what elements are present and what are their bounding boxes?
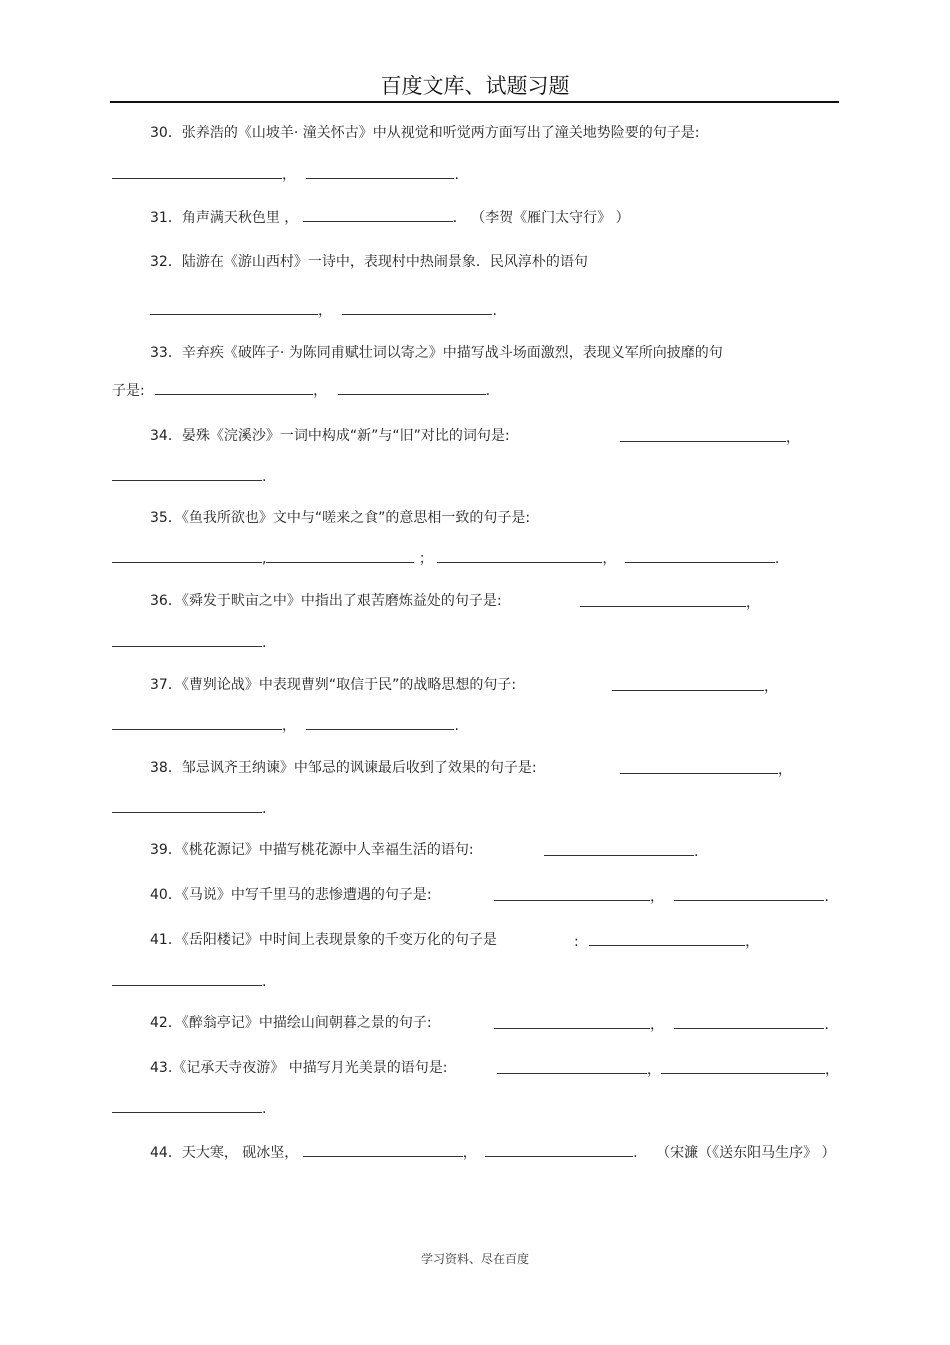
answer-blank[interactable]: [303, 207, 453, 222]
answer-43b: .: [112, 1098, 266, 1118]
question-text: 36．《舜发于畎亩之中》中指出了艰苦磨炼益处的句子是:: [150, 593, 502, 609]
question-38: [150, 759, 537, 777]
question-text: 44．天大寒， 砚冰坚，: [150, 1145, 299, 1161]
question-31: 31．角声满天秋色里 ， ． （李贺《雁门太守行》 ）: [150, 207, 630, 227]
answer-blank[interactable]: [112, 1098, 262, 1113]
answer-37b: ， .: [112, 715, 459, 735]
header-divider: [110, 101, 839, 103]
answer-blank[interactable]: [674, 886, 824, 901]
question-text: 31．角声满天秋色里 ，: [150, 210, 299, 226]
answer-38a: ，: [620, 759, 792, 779]
answer-blank[interactable]: [589, 931, 745, 946]
answer-blank[interactable]: [112, 632, 262, 647]
question-41: [150, 931, 497, 949]
question-text: 41．《岳阳楼记》中时间上表现景象的千变万化的句子是: [150, 932, 497, 948]
question-text: 35．《鱼我所欲也》文中与“嗟来之食”的意思相一致的句子是:: [150, 510, 531, 526]
answer-blank[interactable]: [437, 548, 602, 563]
question-44: 44．天大寒， 砚冰坚， ， . （宋濂（《送东阳马生序》 ）: [150, 1142, 836, 1162]
answer-30: ， .: [112, 164, 459, 184]
answer-blank[interactable]: [112, 798, 262, 813]
answer-blank[interactable]: [112, 548, 262, 563]
answer-32: ， .: [150, 300, 497, 320]
answer-blank[interactable]: [338, 380, 486, 395]
answer-blank[interactable]: [485, 1142, 633, 1157]
answer-blank[interactable]: [674, 1014, 824, 1029]
answer-blank[interactable]: [303, 1142, 463, 1157]
answer-34a: ，: [620, 427, 800, 447]
answer-39: .: [544, 841, 698, 861]
question-35: [150, 509, 530, 527]
answer-41a: : ，: [574, 931, 759, 951]
answer-42: ， .: [494, 1014, 829, 1034]
answer-blank[interactable]: [155, 380, 313, 395]
question-39: [150, 841, 474, 859]
question-text: 42．《醉翁亭记》中描绘山间朝暮之景的句子:: [150, 1015, 432, 1031]
question-37: [150, 676, 516, 694]
answer-34b: .: [112, 466, 266, 486]
answer-blank[interactable]: [612, 676, 764, 691]
question-32: [150, 253, 588, 271]
answer-blank[interactable]: [620, 759, 778, 774]
question-text: 39．《桃花源记》中描写桃花源中人幸福生活的语句:: [150, 842, 474, 858]
question-42: [150, 1014, 432, 1032]
question-text: 33．辛弃疾《破阵子· 为陈同甫赋壮词以寄之》中描写战斗场面激烈，表现义军所向披靡的句: [150, 345, 723, 361]
answer-blank[interactable]: [494, 886, 650, 901]
answer-blank[interactable]: [661, 1059, 825, 1074]
answer-blank[interactable]: [306, 715, 454, 730]
question-43: [150, 1059, 447, 1077]
answer-blank[interactable]: [112, 715, 282, 730]
answer-40: ， .: [494, 886, 829, 906]
answer-blank[interactable]: [580, 592, 746, 607]
answer-41b: .: [112, 971, 266, 991]
answer-blank[interactable]: [497, 1059, 647, 1074]
answer-blank[interactable]: [544, 841, 694, 856]
answer-blank[interactable]: [620, 427, 786, 442]
question-30: [150, 124, 699, 142]
answer-36b: .: [112, 632, 266, 652]
question-36: [150, 592, 502, 610]
answer-blank[interactable]: [112, 466, 262, 481]
answer-37a: ，: [612, 676, 778, 696]
answer-35: , ； ， .: [112, 548, 779, 568]
answer-blank[interactable]: [306, 164, 454, 179]
answer-43a: ， ，: [497, 1059, 839, 1079]
question-text: 43.《记承天寺夜游》 中描写月光美景的语句是:: [150, 1060, 448, 1076]
answer-blank[interactable]: [342, 300, 492, 315]
answer-36a: ，: [580, 592, 760, 612]
page-footer: 学习资料、尽在百度: [420, 1252, 529, 1266]
answer-blank[interactable]: [112, 971, 262, 986]
question-33: [150, 344, 723, 362]
answer-blank[interactable]: [494, 1014, 650, 1029]
answer-blank[interactable]: [112, 164, 282, 179]
page-title: 百度文库、试题习题: [380, 74, 570, 98]
question-40: [150, 886, 432, 904]
question-text: 40．《马说》中写千里马的悲惨遭遇的句子是:: [150, 887, 432, 903]
answer-38b: .: [112, 798, 266, 818]
answer-blank[interactable]: [150, 300, 318, 315]
question-text: 32．陆游在《游山西村》一诗中，表现村中热闹景象．民风淳朴的语句: [150, 254, 588, 270]
question-text: 37．《曹刿论战》中表现曹刿“取信于民”的战略思想的句子:: [150, 677, 517, 693]
question-text: 38．邹忌讽齐王纳谏》中邹忌的讽谏最后收到了效果的句子是:: [150, 760, 537, 776]
question-text: 34．晏殊《浣溪沙》一词中构成“新”与“旧”对比的词句是:: [150, 428, 510, 444]
answer-blank[interactable]: [625, 548, 775, 563]
question-text: 30．张养浩的《山坡羊· 潼关怀古》中从视觉和听觉两方面写出了潼关地势险要的句子是:: [150, 125, 700, 141]
question-34: [150, 427, 510, 445]
answer-blank[interactable]: [266, 548, 414, 563]
answer-33: 子是: ， .: [112, 380, 490, 400]
